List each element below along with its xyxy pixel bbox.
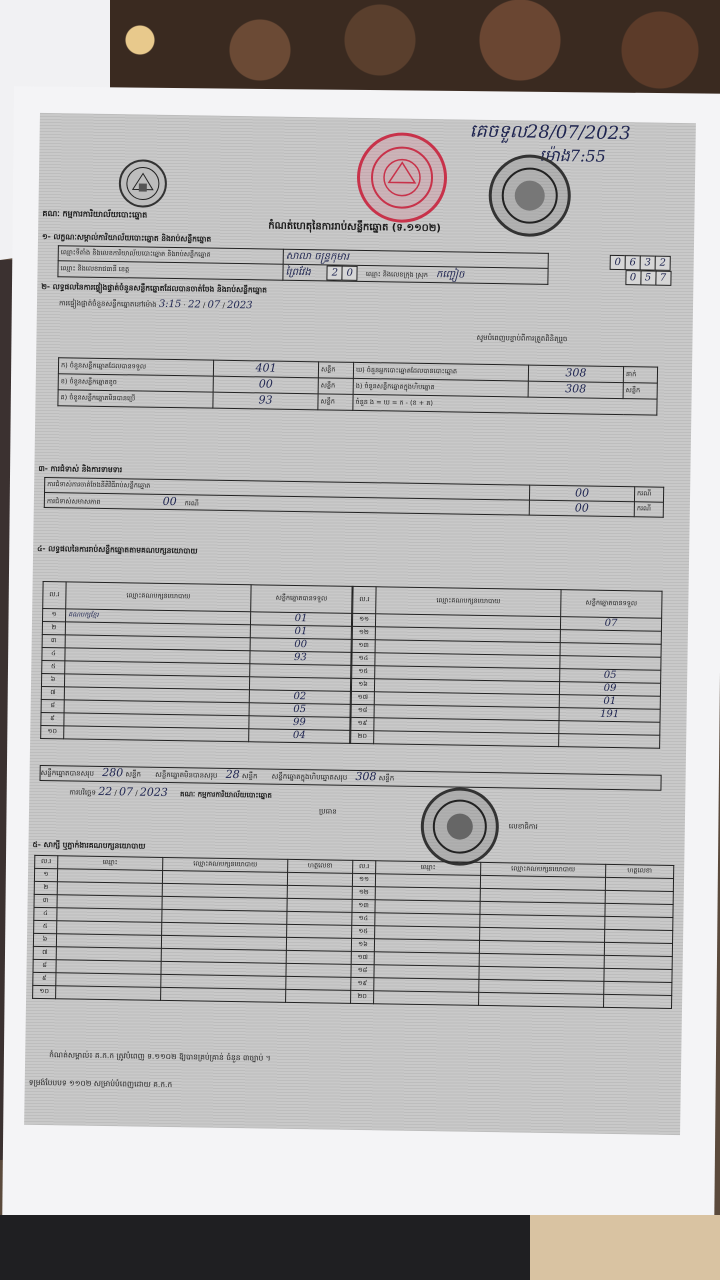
section1-table [57,245,673,287]
table-row: ២ ១២ [34,881,673,904]
section4-totals: សន្លឹកឆ្នោតបានសរុប 280 សន្លឹក សន្លឹកឆ្នោតមិនបានសរុប 28 សន្លឹក សន្លឹកឆ្នោតក្នុងហិបឆ្នោតសរុប 308 សន្លឹក [39,765,661,791]
handwritten-time: ម៉ោង7:55 [539,145,606,166]
section2-title: ២- លទ្ធផលនៃការផ្ទៀងផ្ទាត់ចំនួនសន្លឹកឆ្នោតដែលបានចាត់ចែង និងរាប់សន្លឹកឆ្នោត [41,281,268,295]
section1-row2b-value: កញ្ចៀច [435,269,465,281]
s2-left-unit-1: សន្លឹក [318,378,353,395]
table-row: ៨ 05 [41,700,350,718]
table-row: ១៤ [352,652,661,670]
s2-left-unit-2: សន្លឹក [318,394,353,411]
section1-row1-code: 0 6 3 2 [548,253,673,270]
table-row: ៥ [42,661,351,679]
section1-row2-label: ឈ្មោះ និងលេខរាជធានី ខេត្ត [58,261,283,281]
s4-col-no: ល.រ [43,582,66,609]
footer-note: កំណត់សម្គាល់៖ គ.ក.ក ត្រូវបំពេញ ទ.១១០២ ឱ្យបានគ្រប់គ្រាន់ ចំនួន ៣ច្បាប់ ។ [49,1050,271,1063]
table-row: ១៨ 191 [351,704,660,722]
s2-left-label-2: គ) ចំនួនសន្លឹកឆ្នោតមិនបានប្រើ [58,390,213,408]
section1-title: ១- លក្ខណៈសម្គាល់ការិយាល័យបោះឆ្នោត និងរាប់សន្លឹកឆ្នោត [41,231,212,244]
section5-title: ៥- សាក្សី ឬភ្នាក់ងារគណបក្សនយោបាយ [32,839,146,851]
section4-right-table [350,586,662,749]
table-row: ៥ ១៥ [34,920,673,943]
section2-table [57,357,658,415]
s2-right-label-2: ចំនួន ង = ឃ = ក - (ខ + គ) [353,394,657,415]
section1-row1-value: សាលា ចន្ទ្រកុមារ [283,249,548,268]
s3-row2-cell: ការជំទាស់សមាសភាព 00 ករណី [44,493,529,516]
table-row: ១៥ 05 [352,665,661,683]
s2-left-value-0: 401 [213,360,318,378]
section4-date: ការបរិច្ឆេទ 22 / 07 / 2023 គណៈ កម្មការការិយាល័យបោះឆ្នោត [69,784,272,800]
table-row: ៨ ១៨ [33,959,672,982]
table-row: ៤ ១៤ [34,907,673,930]
s2-right-unit-0: នាក់ [623,367,657,384]
table-row: ៦ [41,674,350,692]
table-row: ១១ 07 [352,613,661,631]
section3-title: ៣- ការជំទាស់ និងការទាមទារ [38,463,123,475]
table-row: ១ ១១ [34,868,673,891]
section5-table: ល.រ ឈ្មោះ ឈ្មោះគណបក្សនយោបាយ ហត្ថលេខា ល.រ ឈ្មោះ ឈ្មោះគណបក្សនយោបាយ ហត្ថលេខា ១ ១១ ២ ១២ ៣ ១៣ ៤ ១៤ ៥ ១៥ ៦ ១៦ ៧ ១៧ ៨ ១៨ ៩ ១៩ ១០ ២០ [32,855,674,1009]
form-title: កំណត់ហេតុនៃការរាប់សន្លឹកឆ្នោត (ទ.១១០២) [268,220,441,235]
s2-right-unit-1: សន្លឹក [623,383,657,400]
table-row: ៣ ១៣ [34,894,673,917]
section1-row2b-code: 0 5 7 [548,268,673,286]
table-row: ៩ ១៩ [33,972,672,995]
background-floor-right [530,1215,720,1280]
s2-right-value-1: 308 [528,381,623,398]
s4-col-party: ឈ្មោះគណបក្សនយោបាយ [66,582,251,612]
footer-form-code: ទម្រង់បែបបទ ១១០២ សម្រាប់បំពេញដោយ គ.ក.ក [28,1077,173,1090]
s4-col-party-right: ឈ្មោះគណបក្សនយោបាយ [376,587,561,617]
section3-table [44,477,664,518]
table-row: ២ 01 [42,622,351,640]
table-row: ១៣ [352,639,661,657]
s4-col-votes: សន្លឹកឆ្នោតបានទទួល [251,585,352,614]
s2-right-label-1: ង) ចំនួនសន្លឹកឆ្នោតក្នុងហិបឆ្នោត [353,378,528,397]
section1-row2-cell: ព្រៃវែង 2 0 ឈ្មោះ និងលេខក្រុង ស្រុក កញ្ចៀច [283,264,548,284]
s2-left-value-2: 93 [213,392,318,410]
s3-row1-unit: ករណី [634,487,663,502]
national-emblem-icon [119,159,168,208]
s2-left-unit-0: សន្លឹក [318,362,353,379]
table-row: ១២ [352,626,661,644]
s2-right-value-0: 308 [528,365,623,382]
s3-row3-unit: ករណី [634,502,663,517]
table-row: ៧ ១៧ [33,946,672,969]
table-row: ៤ 93 [42,648,351,666]
s2-right-label-0: ឃ) ចំនួនអ្នកបោះឆ្នោតដែលបានបោះឆ្នោត [353,362,528,381]
section1-row1-label: ឈ្មោះទីតាំង និងលេខការិយាល័យបោះឆ្នោត និងរាប់សន្លឹកឆ្នោត [58,246,283,265]
table-row: ៣ 00 [42,635,351,653]
president-label: ប្រធាន [318,807,337,816]
table-row: ១០ 04 [41,725,350,743]
red-official-stamp [356,132,447,223]
table-row: ១៩ [351,717,660,735]
black-official-stamp [488,154,571,237]
table-row: ៦ ១៦ [33,933,672,956]
section2-note: សូមបំពេញបន្ទាប់ពីការត្រួតពិនិត្យរួច [476,333,568,344]
table-row: ៧ 02 [41,687,350,705]
table-row: ២០ [351,730,660,748]
s2-left-value-1: 00 [213,376,318,394]
table-row: ១៧ 01 [351,691,660,709]
committee-stamp [420,787,499,866]
table-row: ៩ 99 [41,713,350,731]
section1-row2-value: ព្រៃវែង [285,266,311,279]
s2-left-label-0: ក) ចំនួនសន្លឹកឆ្នោតដែលបានទទួល [58,358,213,376]
table-row: ១ គណបក្សខ្មែរ 01 [42,609,351,627]
s3-row1-label: ការជំទាស់ការចាត់ចែងនីតិវិធីរាប់សន្លឹកឆ្នោត [45,478,530,501]
section4-title: ៤- លទ្ធផលនៃការរាប់សន្លឹកឆ្នោតតាមគណបក្សនយោបាយ [37,543,198,556]
section1-row2b-label: ឈ្មោះ និងលេខក្រុង ស្រុក [365,270,429,280]
s3-row1-value: 00 [529,485,634,502]
table-row: ១០ ២០ [33,985,672,1008]
committee-line: គណៈ កម្មការការិយាល័យបោះឆ្នោត [42,208,148,220]
handwritten-date: គេចទួល28/07/2023 [469,120,631,145]
section2-date-line: ការផ្ទៀងផ្ទាត់ចំនួនសន្លឹកឆ្នោតនៅម៉ោង 3:15 · 22 / 07 / 2023 [58,298,253,312]
s2-left-label-1: ខ) ចំនួនសន្លឹកឆ្នោតខូច [58,374,213,392]
s4-col-votes-right: សន្លឹកឆ្នោតបានទទួល [561,590,662,619]
ballot-count-form [24,113,696,1135]
s4-col-no-right: ល.រ [353,586,376,613]
secretary-label: លេខាធិការ [508,822,538,831]
table-row: ១៦ 09 [351,678,660,696]
s3-row3-value: 00 [529,500,634,517]
section4-left-table [40,581,352,744]
